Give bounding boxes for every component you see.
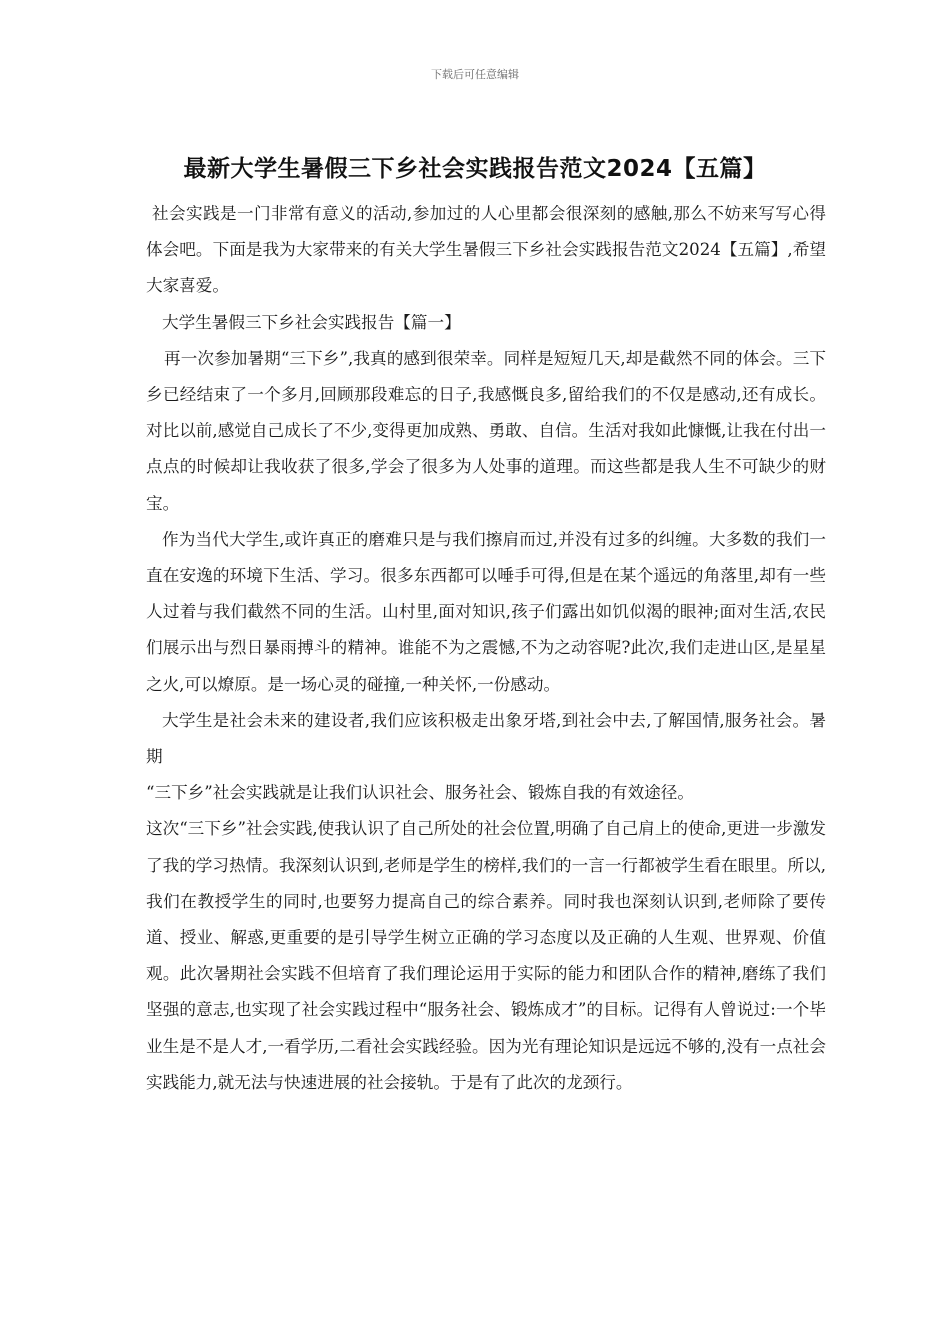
body-paragraph: 大学生是社会未来的建设者,我们应该积极走出象牙塔,到社会中去,了解国情,服务社会。暑期	[146, 710, 826, 767]
header-note: 下载后可任意编辑	[431, 68, 519, 81]
body-paragraph: “三下乡”社会实践就是让我们认识社会、服务社会、锻炼自我的有效途径。	[146, 783, 694, 803]
document-title: 最新大学生暑假三下乡社会实践报告范文2024【五篇】	[183, 156, 767, 182]
section-heading: 大学生暑假三下乡社会实践报告【篇一】	[162, 312, 461, 332]
body-paragraph: 再一次参加暑期“三下乡”,我真的感到很荣幸。同样是短短几天,却是截然不同的体会。三下乡已经结束了一个多月,回顾那段难忘的日子,我感慨良多,留给我们的不仅是感动,还有成长。对比以前,感觉自己成长了不少,变得更加成熟、勇敢、自信。生活对我如此慷慨,让我在付出一点点的时候却让我收获了很多,学会了很多为人处事的道理。而这些都是我人生不可缺少的财宝。	[146, 348, 826, 513]
body-paragraph: 这次“三下乡”社会实践,使我认识了自己所处的社会位置,明确了自己肩上的使命,更进一步激发了我的学习热情。我深刻认识到,老师是学生的榜样,我们的一言一行都被学生看在眼里。所以,我们在教授学生的同时,也要努力提高自己的综合素养。同时我也深刻认识到,老师除了要传道、授业、解惑,更重要的是引导学生树立正确的学习态度以及正确的人生观、世界观、价值观。此次暑期社会实践不但培育了我们理论运用于实际的能力和团队合作的精神,磨练了我们坚强的意志,也实现了社会实践过程中“服务社会、锻炼成才”的目标。记得有人曾说过:一个毕业生是不是人才,一看学历,二看社会实践经验。因为光有理论知识是远远不够的,没有一点社会实践能力,就无法与快速进展的社会接轨。于是有了此次的龙颈行。	[146, 819, 826, 1092]
document-body	[146, 196, 826, 1101]
intro-paragraph: 社会实践是一门非常有意义的活动,参加过的人心里都会很深刻的感触,那么不妨来写写心得体会吧。下面是我为大家带来的有关大学生暑假三下乡社会实践报告范文2024【五篇】,希望大家喜爱。	[146, 204, 826, 296]
body-paragraph: 作为当代大学生,或许真正的磨难只是与我们擦肩而过,并没有过多的纠缠。大多数的我们一直在安逸的环境下生活、学习。很多东西都可以唾手可得,但是在某个遥远的角落里,却有一些人过着与我们截然不同的生活。山村里,面对知识,孩子们露出如饥似渴的眼神;面对生活,农民们展示出与烈日暴雨搏斗的精神。谁能不为之震憾,不为之动容呢?此次,我们走进山区,是星星之火,可以燎原。是一场心灵的碰撞,一种关怀,一份感动。	[146, 529, 826, 694]
